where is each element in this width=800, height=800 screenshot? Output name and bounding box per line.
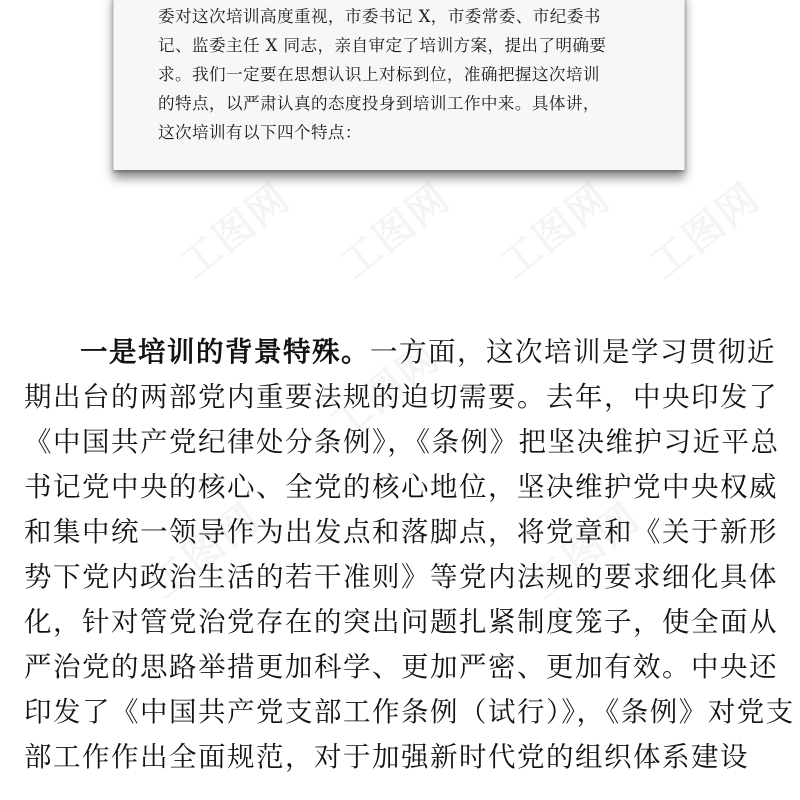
section-lead: 一是培训的背景特殊。 [80,336,370,368]
body-paragraph [24,330,795,780]
card-line: 记、监委主任 X 同志，亲自审定了培训方案，提出了明确要 [158,36,607,55]
watermark [166,167,300,289]
card-line: 这次培训有以下四个特点： [158,123,362,142]
body-line: 化，针对管党治党存在的突出问题扎紧制度笼子，使全面从 [24,606,778,638]
body-line: 严治党的思路举措更加科学、更加严密、更加有效。中央还 [24,651,778,683]
body-line: 印发了《中国共产党支部工作条例（试行）》，《条例》对党支 [24,696,795,728]
body-line: 期出台的两部党内重要法规的迫切需要。去年，中央印发了 [24,381,778,413]
body-line: 和集中统一领导作为出发点和落脚点，将党章和《关于新形 [24,516,778,548]
body-line: 势下党内政治生活的若干准则》等党内法规的要求细化具体 [24,561,778,593]
card-line: 委对这次培训高度重视，市委书记 X，市委常委、市纪委书 [158,7,601,26]
body-line-rest: 一方面，这次培训是学习贯彻近 [370,336,776,368]
watermark [636,167,770,289]
card-line: 的特点，以严肃认真的态度投身到培训工作中来。具体讲， [158,94,600,113]
body-line: 书记党中央的核心、全党的核心地位，坚决维护党中央权威 [24,471,778,503]
quoted-paper-card [113,0,685,170]
body-line [24,330,784,375]
card-paragraph [158,2,658,147]
watermark [326,167,460,289]
body-line: 《中国共产党纪律处分条例》，《条例》把坚决维护习近平总 [24,426,780,458]
card-line: 求。我们一定要在思想认识上对标到位，准确把握这次培训 [158,65,600,84]
body-line: 部工作作出全面规范，对于加强新时代党的组织体系建设 [24,741,749,773]
watermark [486,167,620,289]
